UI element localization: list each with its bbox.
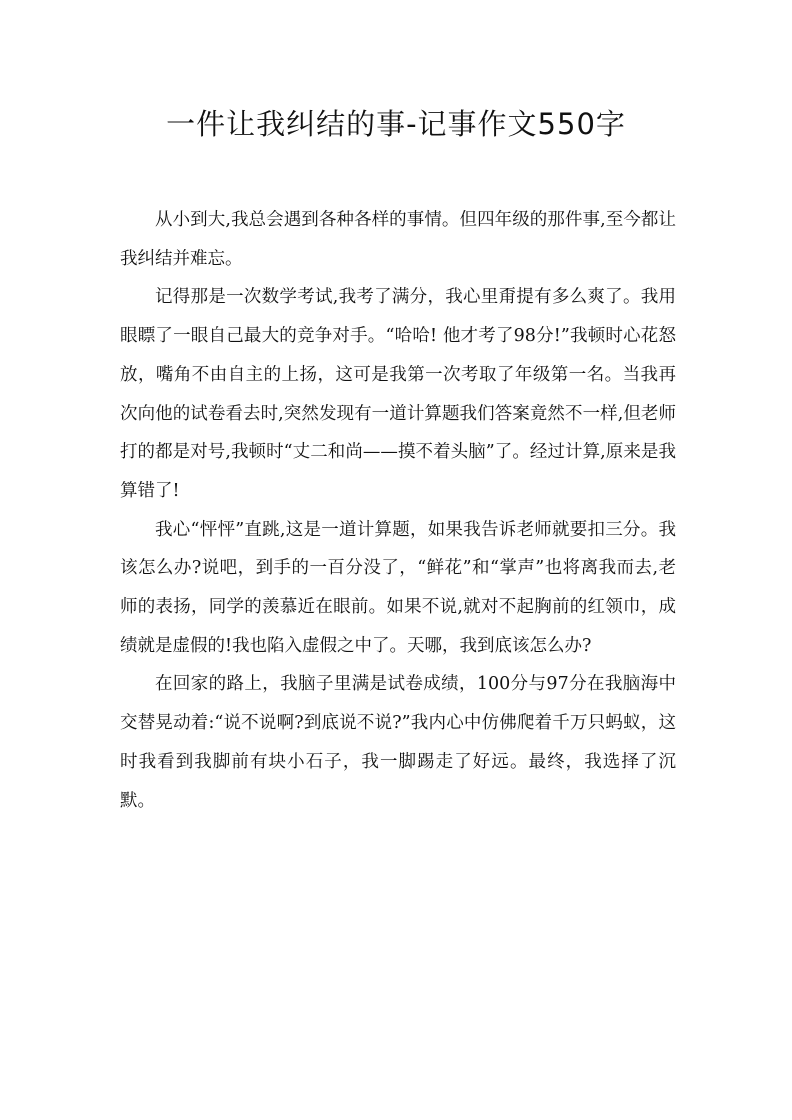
paragraph: 我心“怦怦”直跳,这是一道计算题，如果我告诉老师就要扣三分。我该怎么办?说吧，到手的一百分没了，“鲜花”和“掌声”也将离我而去,老师的表扬，同学的羡慕近在眼前。如果不说,就对不起胸前的红领巾，成绩就是虚假的!我也陷入虚假之中了。天哪，我到底该怎么办? xyxy=(120,519,676,656)
paragraph: 记得那是一次数学考试,我考了满分，我心里甭提有多么爽了。我用眼瞟了一眼自己最大的竞争对手。“哈哈! 他才考了98分!”我顿时心花怒放，嘴角不由自主的上扬，这可是我第一次考取了年级第一名。当我再次向他的试卷看去时,突然发现有一道计算题我们答案竟然不一样,但老师打的都是对号,我顿时“丈二和尚——摸不着头脑”了。经过计算,原来是我算错了! xyxy=(120,287,676,501)
document-body xyxy=(120,201,676,820)
paragraph: 从小到大,我总会遇到各种各样的事情。但四年级的那件事,至今都让我纠结并难忘。 xyxy=(120,210,676,269)
paragraph: 在回家的路上，我脑子里满是试卷成绩，100分与97分在我脑海中交替晃动着:“说不说啊?到底说不说?”我内心中仿佛爬着千万只蚂蚁，这时我看到我脚前有块小石子，我一脚踢走了好远。最终，我选择了沉默。 xyxy=(120,674,676,811)
document-title: 一件让我纠结的事-记事作文550字 xyxy=(166,107,626,141)
